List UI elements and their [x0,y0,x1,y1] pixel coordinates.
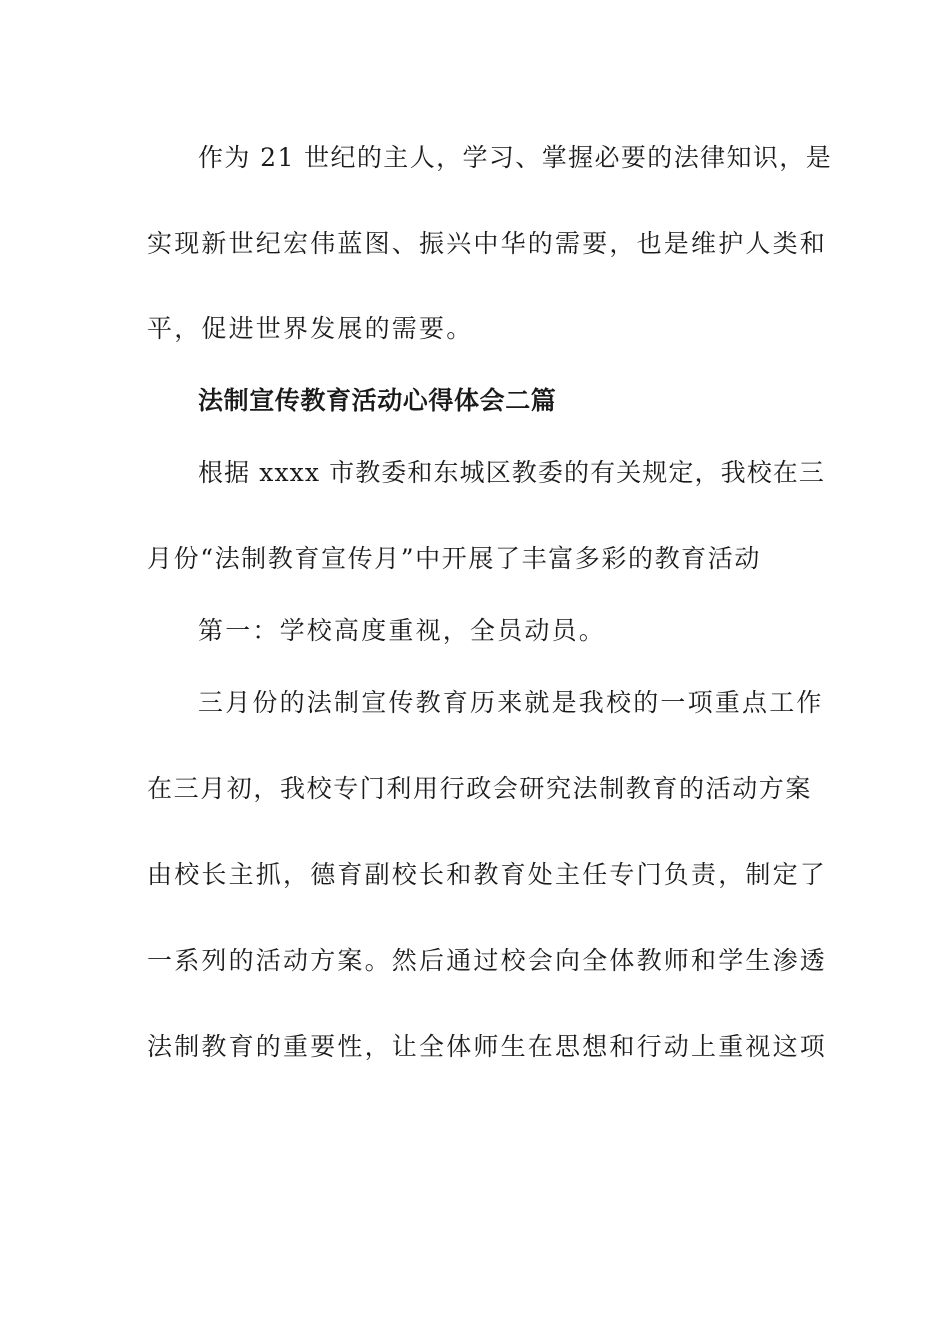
paragraph-line-5: 根据 xxxx 市教委和东城区教委的有关规定，我校在三 [198,458,825,487]
paragraph-line-3: 平，促进世界发展的需要。 [147,314,474,343]
paragraph-line-8: 三月份的法制宣传教育历来就是我校的一项重点工作 [198,688,824,717]
paragraph-line-6: 月份“法制教育宣传月”中开展了丰富多彩的教育活动 [147,544,761,573]
paragraph-line-9: 在三月初，我校专门利用行政会研究法制教育的活动方案 [147,774,813,803]
paragraph-line-12: 法制教育的重要性，让全体师生在思想和行动上重视这项 [147,1032,828,1061]
paragraph-line-1: 作为 21 世纪的主人，学习、掌握必要的法律知识，是 [198,143,833,172]
paragraph-line-11: 一系列的活动方案。然后通过校会向全体教师和学生渗透 [147,946,828,975]
paragraph-line-2: 实现新世纪宏伟蓝图、振兴中华的需要，也是维护人类和 [147,229,828,258]
paragraph-line-7: 第一：学校高度重视，全员动员。 [198,616,607,645]
paragraph-line-10: 由校长主抓，德育副校长和教育处主任专门负责，制定了 [147,860,828,889]
section-heading: 法制宣传教育活动心得体会二篇 [198,386,557,415]
